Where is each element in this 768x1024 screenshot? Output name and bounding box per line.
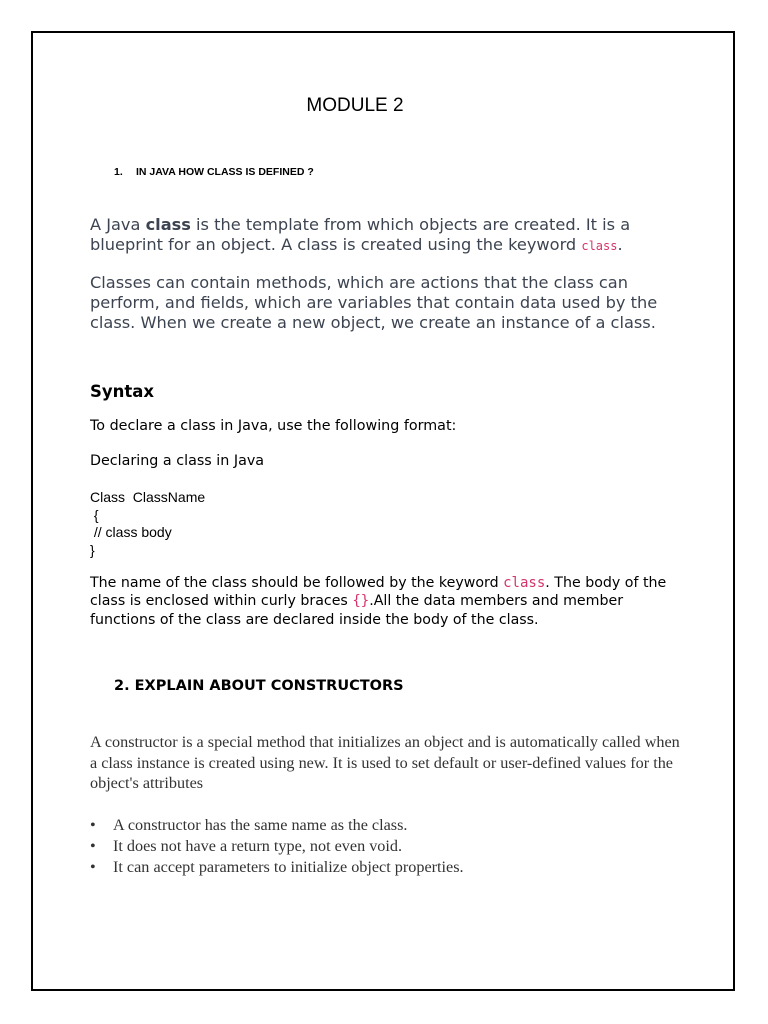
question-1-heading [114, 166, 314, 178]
p1-text-3: . [617, 235, 623, 254]
list-item [90, 815, 464, 836]
code-line: Class ClassName [90, 489, 206, 505]
p3-text-2: . The body of the class is enclosed within curly braces [90, 575, 667, 610]
page-title: MODULE 2 [306, 95, 404, 116]
question-1-text: IN JAVA HOW CLASS IS DEFINED ? [136, 166, 314, 178]
constructor-bullet-list [90, 815, 464, 878]
list-item [90, 836, 464, 857]
code-line: } [90, 541, 95, 558]
p1-code-keyword: class [581, 239, 618, 253]
code-line: { [90, 506, 99, 523]
bullet-icon: • [90, 858, 96, 876]
bullet-icon: • [90, 837, 96, 855]
p3-code-braces: {} [352, 593, 370, 610]
question-2-heading: 2. EXPLAIN ABOUT CONSTRUCTORS [114, 678, 404, 694]
p3-text-1: The name of the class should be followed by the keyword [90, 575, 504, 591]
p1-text-2: is the template from which objects are created. It is a blueprint for an object. A class is created using the keyword [90, 215, 631, 254]
list-item-text: A constructor has the same name as the class. [113, 816, 408, 834]
list-item-text: It does not have a return type, not even void. [113, 837, 403, 855]
list-item [90, 857, 464, 878]
p3-code-class: class [503, 575, 546, 591]
bullet-icon: • [90, 816, 96, 834]
question-1-number: 1. [114, 166, 123, 178]
p1-bold-class: class [145, 215, 191, 234]
syntax-caption: Declaring a class in Java [90, 453, 265, 469]
class-definition-paragraph [90, 215, 680, 256]
code-example [90, 489, 205, 559]
list-item-text: It can accept parameters to initialize object properties. [113, 858, 464, 876]
p3-text-3: .All the data members and member functions of the class are declared inside the body of the class. [90, 593, 624, 628]
code-line: // class body [90, 524, 172, 540]
p1-text-1: A Java [90, 215, 146, 234]
syntax-intro: To declare a class in Java, use the following format: [90, 418, 457, 434]
constructor-paragraph: A constructor is a special method that initializes an object and is automatically called when a class instance is created using new. It is used to set default or user-defined values for the object's attributes [90, 733, 680, 792]
class-contents-paragraph: Classes can contain methods, which are actions that the class can perform, and fields, which are variables that contain data used by the class. When we create a new object, we create an instance of a class. [90, 273, 658, 332]
syntax-heading: Syntax [90, 382, 155, 401]
class-body-paragraph [90, 574, 690, 629]
